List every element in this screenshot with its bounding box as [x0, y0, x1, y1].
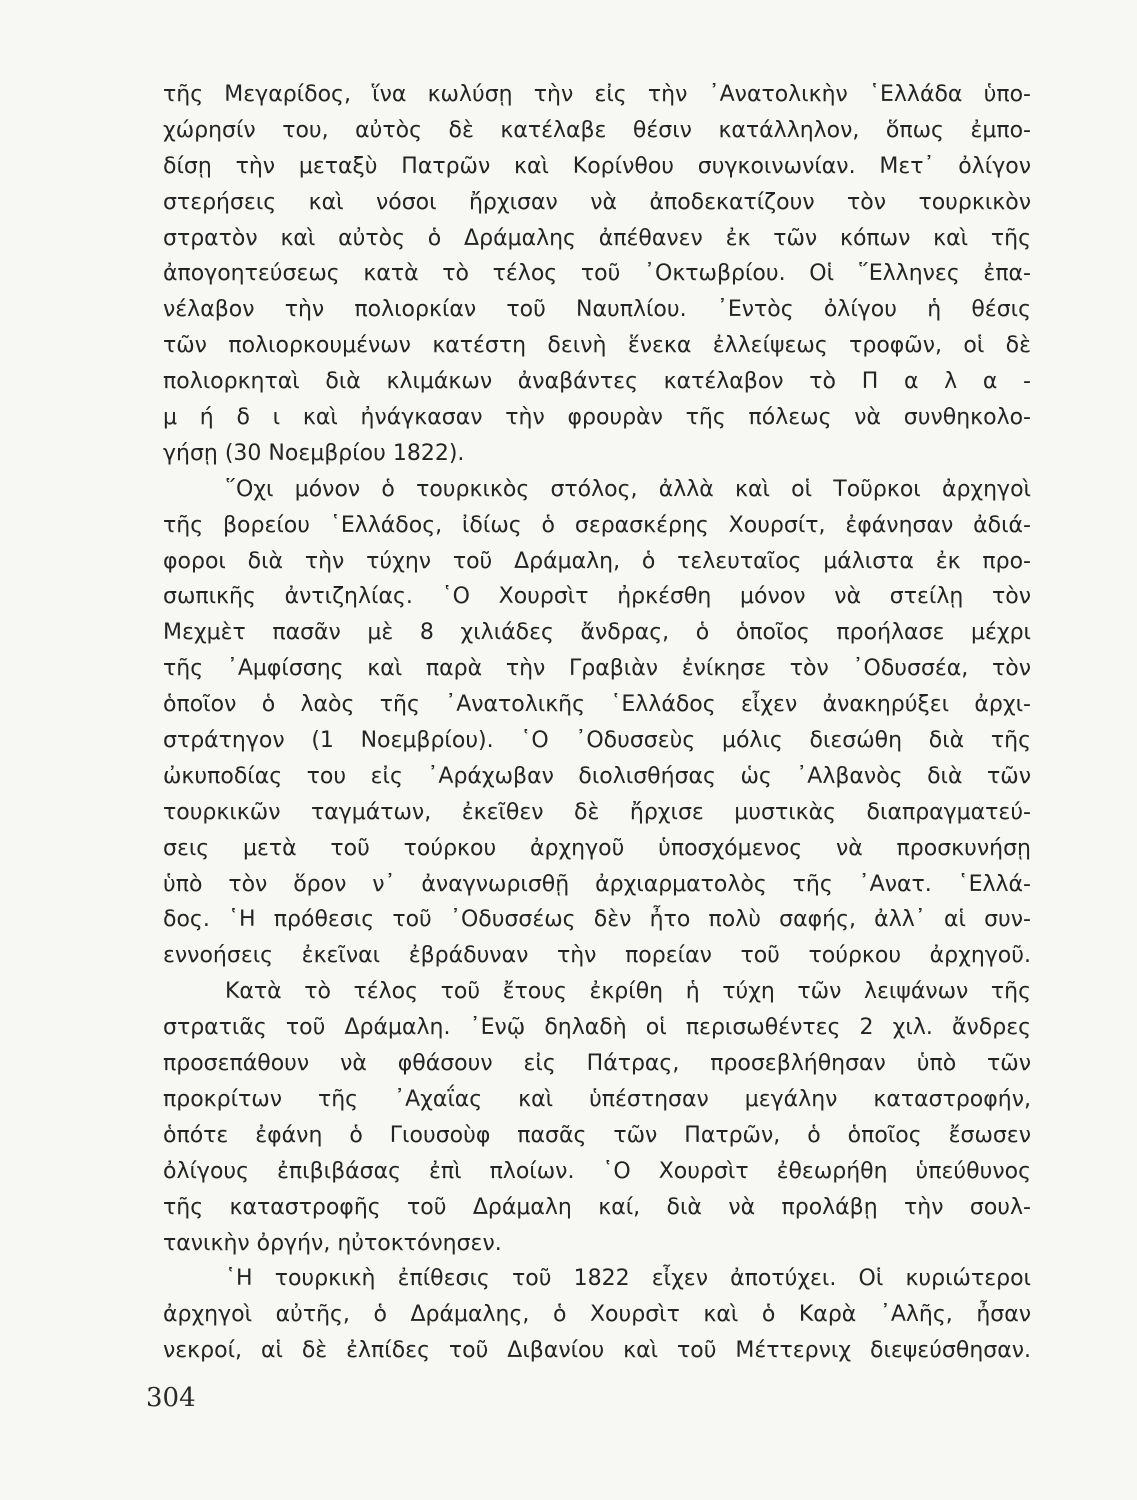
text-line: προκρίτων τῆς ᾿Αχαΐας καὶ ὑπέστησαν μεγάλην καταστροφήν, [163, 1086, 1031, 1112]
paragraph [163, 974, 1031, 1261]
text-line: ὀλίγους ἐπιβιβάσας ἐπὶ πλοίων. ῾Ο Χουρσὶτ ἐθεωρήθη ὑπεύθυνος [163, 1158, 1031, 1184]
text-line: τῆς βορείου ῾Ελλάδος, ἰδίως ὁ σερασκέρης Χουρσίτ, ἐφάνησαν ἀδιά- [163, 512, 1031, 538]
text-line: τῆς Μεγαρίδος, ἵνα κωλύσῃ τὴν εἰς τὴν ᾿Ανατολικὴν ῾Ελλάδα ὑπο- [163, 82, 1031, 107]
text-line: εννοήσεις ἐκεῖναι ἐβράδυναν τὴν πορείαν τοῦ τούρκου ἀρχηγοῦ. [163, 943, 1031, 969]
text-line: νέλαβον τὴν πολιορκίαν τοῦ Ναυπλίου. ᾿Εντὸς ὀλίγου ἡ θέσις [163, 297, 1031, 323]
text-line: στρατὸν καὶ αὐτὸς ὁ Δράμαλης ἀπέθανεν ἐκ τῶν κόπων καὶ τῆς [163, 225, 1031, 251]
text-line: ὑπὸ τὸν ὅρον ν᾿ ἀναγνωρισθῇ ἀρχιαρματολὸς τῆς ᾿Ανατ. ῾Ελλά- [163, 871, 1031, 897]
text-line: ὠκυποδίας του εἰς ᾿Αράχωβαν διολισθήσας ὡς ᾿Αλβανὸς διὰ τῶν [163, 763, 1031, 789]
text-line: χώρησίν του, αὐτὸς δὲ κατέλαβε θέσιν κατάλληλον, ὅπως ἐμπο- [163, 117, 1031, 143]
text-line: Κατὰ τὸ τέλος τοῦ ἔτους ἐκρίθη ἡ τύχη τῶν λειψάνων τῆς [225, 979, 1031, 1005]
text-line: τουρκικῶν ταγμάτων, ἐκεῖθεν δὲ ἤρχισε μυστικὰς διαπραγματεύ- [163, 799, 1031, 825]
text-line: στρατιᾶς τοῦ Δράμαλη. ᾿Ενῷ δηλαδὴ οἱ περισωθέντες 2 χιλ. ἄνδρες [163, 1015, 1031, 1041]
text-line: ῾Η τουρκικὴ ἐπίθεσις τοῦ 1822 εἶχεν ἀποτύχει. Οἱ κυριώτεροι [225, 1266, 1031, 1292]
text-line: ἀπογοητεύσεως κατὰ τὸ τέλος τοῦ ᾿Οκτωβρίου. Οἱ ῞Ελληνες ἐπα- [163, 261, 1031, 287]
text-line: δος. ῾Η πρόθεσις τοῦ ᾿Οδυσσέως δὲν ἦτο πολὺ σαφής, ἀλλ᾿ αἱ συν- [163, 907, 1031, 933]
paragraph [163, 1261, 1031, 1369]
text-line: ῞Οχι μόνον ὁ τουρκικὸς στόλος, ἀλλὰ καὶ οἱ Τοῦρκοι ἀρχηγοὶ [225, 476, 1031, 502]
text-line: ὁπότε ἐφάνη ὁ Γιουσοὺφ πασᾶς τῶν Πατρῶν, ὁ ὁποῖος ἔσωσεν [163, 1122, 1031, 1148]
text-line: τῶν πολιορκουμένων κατέστη δεινὴ ἕνεκα ἐλλείψεως τροφῶν, οἱ δὲ [163, 333, 1031, 359]
text-line: νεκροί, αἱ δὲ ἐλπίδες τοῦ Διβανίου καὶ τοῦ Μέττερνιχ διεψεύσθησαν. [163, 1338, 1031, 1364]
text-line: σεις μετὰ τοῦ τούρκου ἀρχηγοῦ ὑποσχόμενος νὰ προσκυνήσῃ [163, 835, 1031, 861]
text-line: πολιορκηταὶ διὰ κλιμάκων ἀναβάντες κατέλαβον τὸ Π α λ α - [163, 369, 1031, 395]
paragraph [163, 472, 1031, 974]
text-line: δίσῃ τὴν μεταξὺ Πατρῶν καὶ Κορίνθου συγκοινωνίαν. Μετ᾿ ὀλίγον [163, 153, 1031, 179]
text-line: μ ή δ ι καὶ ἠνάγκασαν τὴν φρουρὰν τῆς πόλεως νὰ συνθηκολο- [163, 405, 1031, 431]
text-line: τανικὴν ὀργήν, ηὐτοκτόνησεν. [163, 1230, 502, 1256]
page-number: 304 [146, 1383, 196, 1413]
text-line: γήσῃ (30 Νοεμβρίου 1822). [163, 440, 465, 466]
text-line: Μεχμὲτ πασᾶν μὲ 8 χιλιάδες ἄνδρας, ὁ ὁποῖος προήλασε μέχρι [163, 620, 1031, 646]
text-line: ἀρχηγοὶ αὐτῆς, ὁ Δράμαλης, ὁ Χουρσὶτ καὶ ὁ Καρὰ ᾿Αλῆς, ἦσαν [163, 1302, 1031, 1328]
text-line: προσεπάθουν νὰ φθάσουν εἰς Πάτρας, προσεβλήθησαν ὑπὸ τῶν [163, 1051, 1031, 1077]
text-line: στερήσεις καὶ νόσοι ἤρχισαν νὰ ἀποδεκατίζουν τὸν τουρκικὸν [163, 189, 1031, 215]
text-line: ὁποῖον ὁ λαὸς τῆς ᾿Ανατολικῆς ῾Ελλάδος εἶχεν ἀνακηρύξει ἀρχι- [163, 692, 1031, 718]
text-line: σωπικῆς ἀντιζηλίας. ῾Ο Χουρσὶτ ἠρκέσθη μόνον νὰ στείλῃ τὸν [163, 584, 1031, 610]
text-line: φοροι διὰ τὴν τύχην τοῦ Δράμαλη, ὁ τελευταῖος μάλιστα ἐκ προ- [163, 548, 1031, 574]
text-line: τῆς καταστροφῆς τοῦ Δράμαλη καί, διὰ νὰ προλάβῃ τὴν σουλ- [163, 1194, 1031, 1220]
body-text [163, 77, 1031, 1369]
text-line: στράτηγον (1 Νοεμβρίου). ῾Ο ᾿Οδυσσεὺς μόλις διεσώθη διὰ τῆς [163, 728, 1031, 754]
paragraph [163, 77, 1031, 472]
text-line: τῆς ᾿Αμφίσσης καὶ παρὰ τὴν Γραβιὰν ἐνίκησε τὸν ᾿Οδυσσέα, τὸν [163, 656, 1031, 682]
